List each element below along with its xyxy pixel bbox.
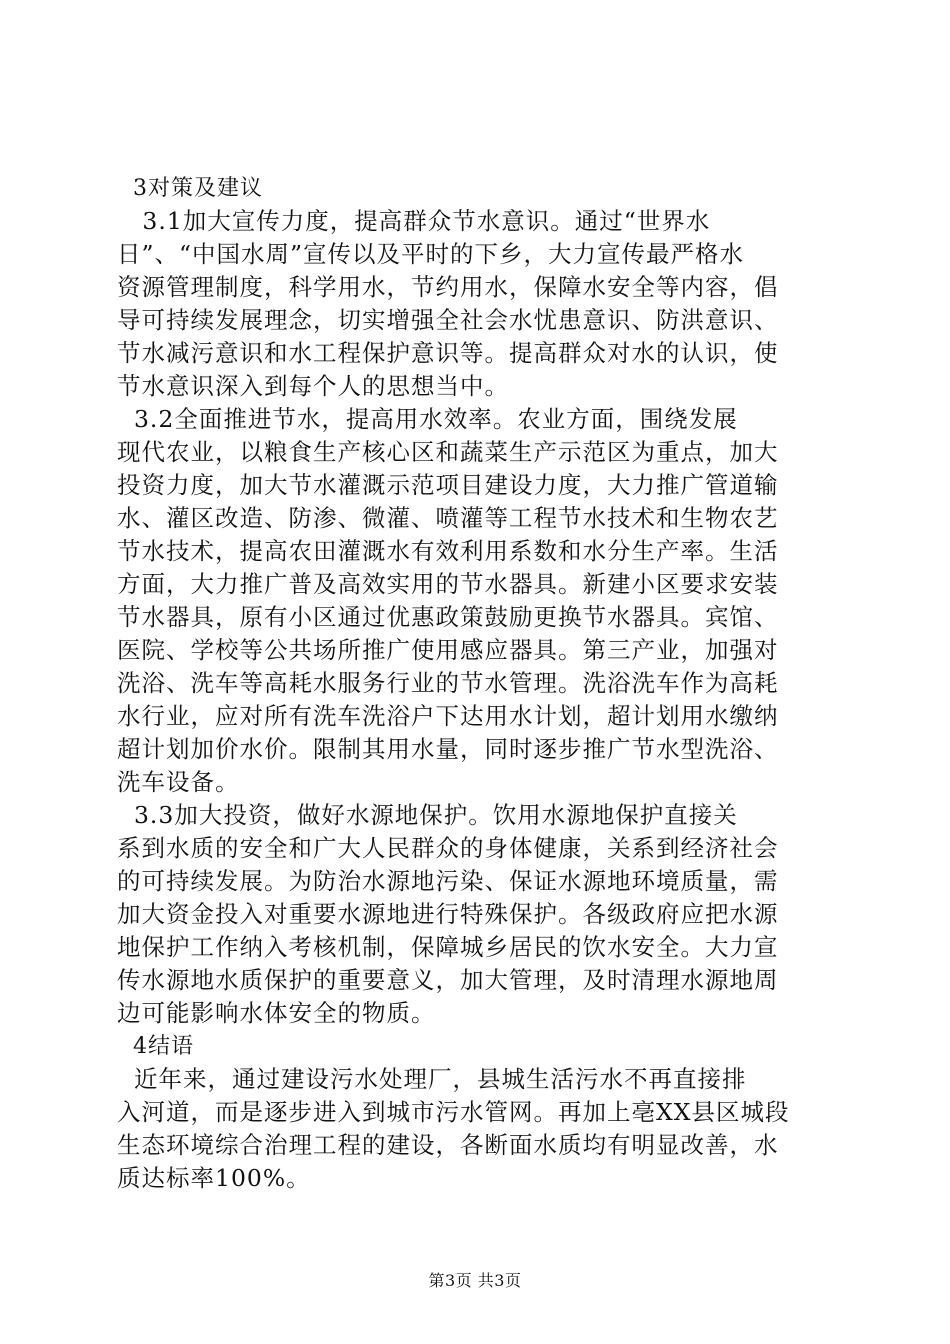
paragraph-3-3-line: 传水源地水质保护的重要意义，加大管理，及时清理水源地周 [117,966,779,994]
paragraph-3-3-line: 加大资金投入对重要水源地进行特殊保护。各级政府应把水源 [117,900,779,928]
paragraph-3-2-line: 洗浴、洗车等高耗水服务行业的节水管理。洗浴洗车作为高耗 [117,669,779,697]
paragraph-3-1-line: 节水减污意识和水工程保护意识等。提高群众对水的认识，使 [117,339,779,367]
paragraph-conclusion-line: 近年来，通过建设污水处理厂，县城生活污水不再直接排 [117,1065,747,1093]
paragraph-3-2-line: 超计划加价水价。限制其用水量，同时逐步推广节水型洗浴、 [117,735,779,763]
paragraph-3-3-line: 系到水质的安全和广大人民群众的身体健康，关系到经济社会 [117,834,779,862]
paragraph-3-3-line: 地保护工作纳入考核机制，保障城乡居民的饮水安全。大力宣 [117,933,779,961]
paragraph-3-3-line: 3.3加大投资，做好水源地保护。饮用水源地保护直接关 [117,801,738,829]
paragraph-3-2-line: 节水技术，提高农田灌溉水有效利用系数和水分生产率。生活 [117,537,779,565]
paragraph-3-2-line: 水行业，应对所有洗车洗浴户下达用水计划，超计划用水缴纳 [117,702,779,730]
page-number-footer: 第3页 共3页 [428,1271,522,1290]
paragraph-3-1-line: 节水意识深入到每个人的思想当中。 [117,372,509,400]
paragraph-conclusion-line: 质达标率100%。 [117,1164,311,1192]
paragraph-3-2-line: 现代农业，以粮食生产核心区和蔬菜生产示范区为重点，加大 [117,438,779,466]
paragraph-3-2-line: 洗车设备。 [117,768,240,796]
section-heading-conclusion: 4结语 [117,1034,194,1059]
paragraph-3-1-line: 资源管理制度，科学用水，节约用水，保障水安全等内容，倡 [117,273,779,301]
paragraph-3-2-line: 水、灌区改造、防渗、微灌、喷灌等工程节水技术和生物农艺 [117,504,779,532]
paragraph-3-3-line: 边可能影响水体安全的物质。 [117,999,436,1027]
paragraph-3-1-line: 导可持续发展理念，切实增强全社会水忧患意识、防洪意识、 [117,306,779,334]
paragraph-3-2-line: 医院、学校等公共场所推广使用感应器具。第三产业，加强对 [117,636,779,664]
paragraph-3-2-line: 3.2全面推进节水，提高用水效率。农业方面，围绕发展 [117,405,738,433]
paragraph-3-2-line: 投资力度，加大节水灌溉示范项目建设力度，大力推广管道输 [117,471,779,499]
paragraph-3-1-line: 3.1加大宣传力度，提高群众节水意识。通过“世界水 [117,207,711,235]
paragraph-3-3-line: 的可持续发展。为防治水源地污染、保证水源地环境质量，需 [117,867,779,895]
paragraph-conclusion-line: 入河道，而是逐步进入到城市污水管网。再加上亳XX县区城段 [117,1098,790,1126]
document-body [117,172,833,1195]
paragraph-3-1-line: 日”、“中国水周”宣传以及平时的下乡，大力宣传最严格水 [117,240,745,268]
paragraph-3-2-line: 节水器具，原有小区通过优惠政策鼓励更换节水器具。宾馆、 [117,603,779,631]
paragraph-conclusion-line: 生态环境综合治理工程的建设，各断面水质均有明显改善，水 [117,1131,779,1159]
paragraph-3-2-line: 方面，大力推广普及高效实用的节水器具。新建小区要求安装 [117,570,779,598]
section-heading-countermeasures: 3对策及建议 [117,176,263,201]
